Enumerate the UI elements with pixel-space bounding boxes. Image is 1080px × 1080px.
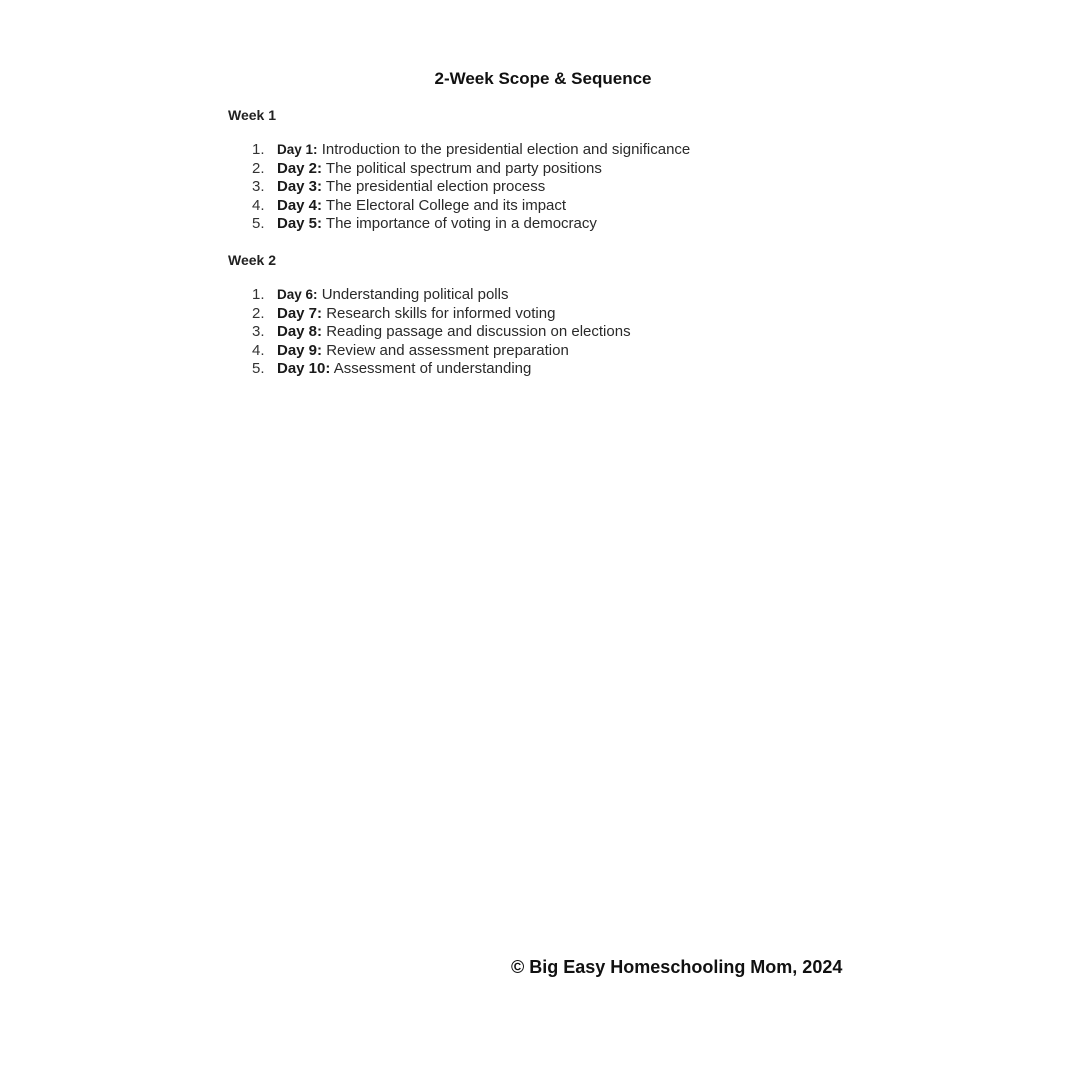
list-number: 4.	[252, 341, 265, 359]
day-list-item	[252, 215, 690, 234]
list-number: 1.	[252, 141, 265, 158]
day-list-item	[252, 160, 690, 179]
day-label: Day 5:	[277, 215, 323, 233]
day-label: Day 3:	[277, 178, 323, 196]
day-list-item	[252, 342, 631, 361]
day-label: Day 4:	[277, 196, 323, 214]
day-label: Day 2:	[277, 159, 323, 177]
list-number: 4.	[252, 196, 265, 214]
day-label: Day 8:	[277, 323, 323, 341]
day-topic: Review and assessment preparation	[322, 341, 569, 359]
page-title: 2-Week Scope & Sequence	[434, 69, 652, 88]
day-topic: Research skills for informed voting	[322, 304, 556, 322]
day-topic: The presidential election process	[322, 178, 546, 196]
list-number: 2.	[252, 304, 265, 322]
week-1-day-list	[252, 141, 690, 234]
day-list-item	[252, 286, 631, 305]
day-topic: The Electoral College and its impact	[322, 196, 567, 214]
day-topic: Understanding political polls	[317, 286, 509, 303]
day-topic: Introduction to the presidential election and significance	[317, 141, 691, 158]
week-1-heading: Week 1	[228, 107, 276, 123]
day-topic: The political spectrum and party positions	[322, 159, 602, 177]
list-number: 3.	[252, 323, 265, 341]
day-label: Day 9:	[277, 341, 323, 359]
day-list-item	[252, 360, 631, 379]
list-number: 3.	[252, 178, 265, 196]
day-topic: Assessment of understanding	[330, 360, 532, 378]
day-label: Day 1:	[277, 142, 318, 157]
list-number: 5.	[252, 215, 265, 233]
list-number: 2.	[252, 159, 265, 177]
week-2-day-list	[252, 286, 631, 379]
day-list-item	[252, 197, 690, 216]
day-list-item	[252, 141, 690, 160]
day-label: Day 7:	[277, 304, 323, 322]
copyright-footer: © Big Easy Homeschooling Mom, 2024	[511, 957, 843, 977]
day-list-item	[252, 305, 631, 324]
day-label: Day 10:	[277, 360, 331, 378]
list-number: 5.	[252, 360, 265, 378]
day-topic: Reading passage and discussion on elections	[322, 323, 631, 341]
list-number: 1.	[252, 286, 265, 303]
day-label: Day 6:	[277, 287, 318, 302]
day-topic: The importance of voting in a democracy	[322, 215, 597, 233]
week-2-heading: Week 2	[228, 252, 276, 268]
day-list-item	[252, 323, 631, 342]
day-list-item	[252, 178, 690, 197]
